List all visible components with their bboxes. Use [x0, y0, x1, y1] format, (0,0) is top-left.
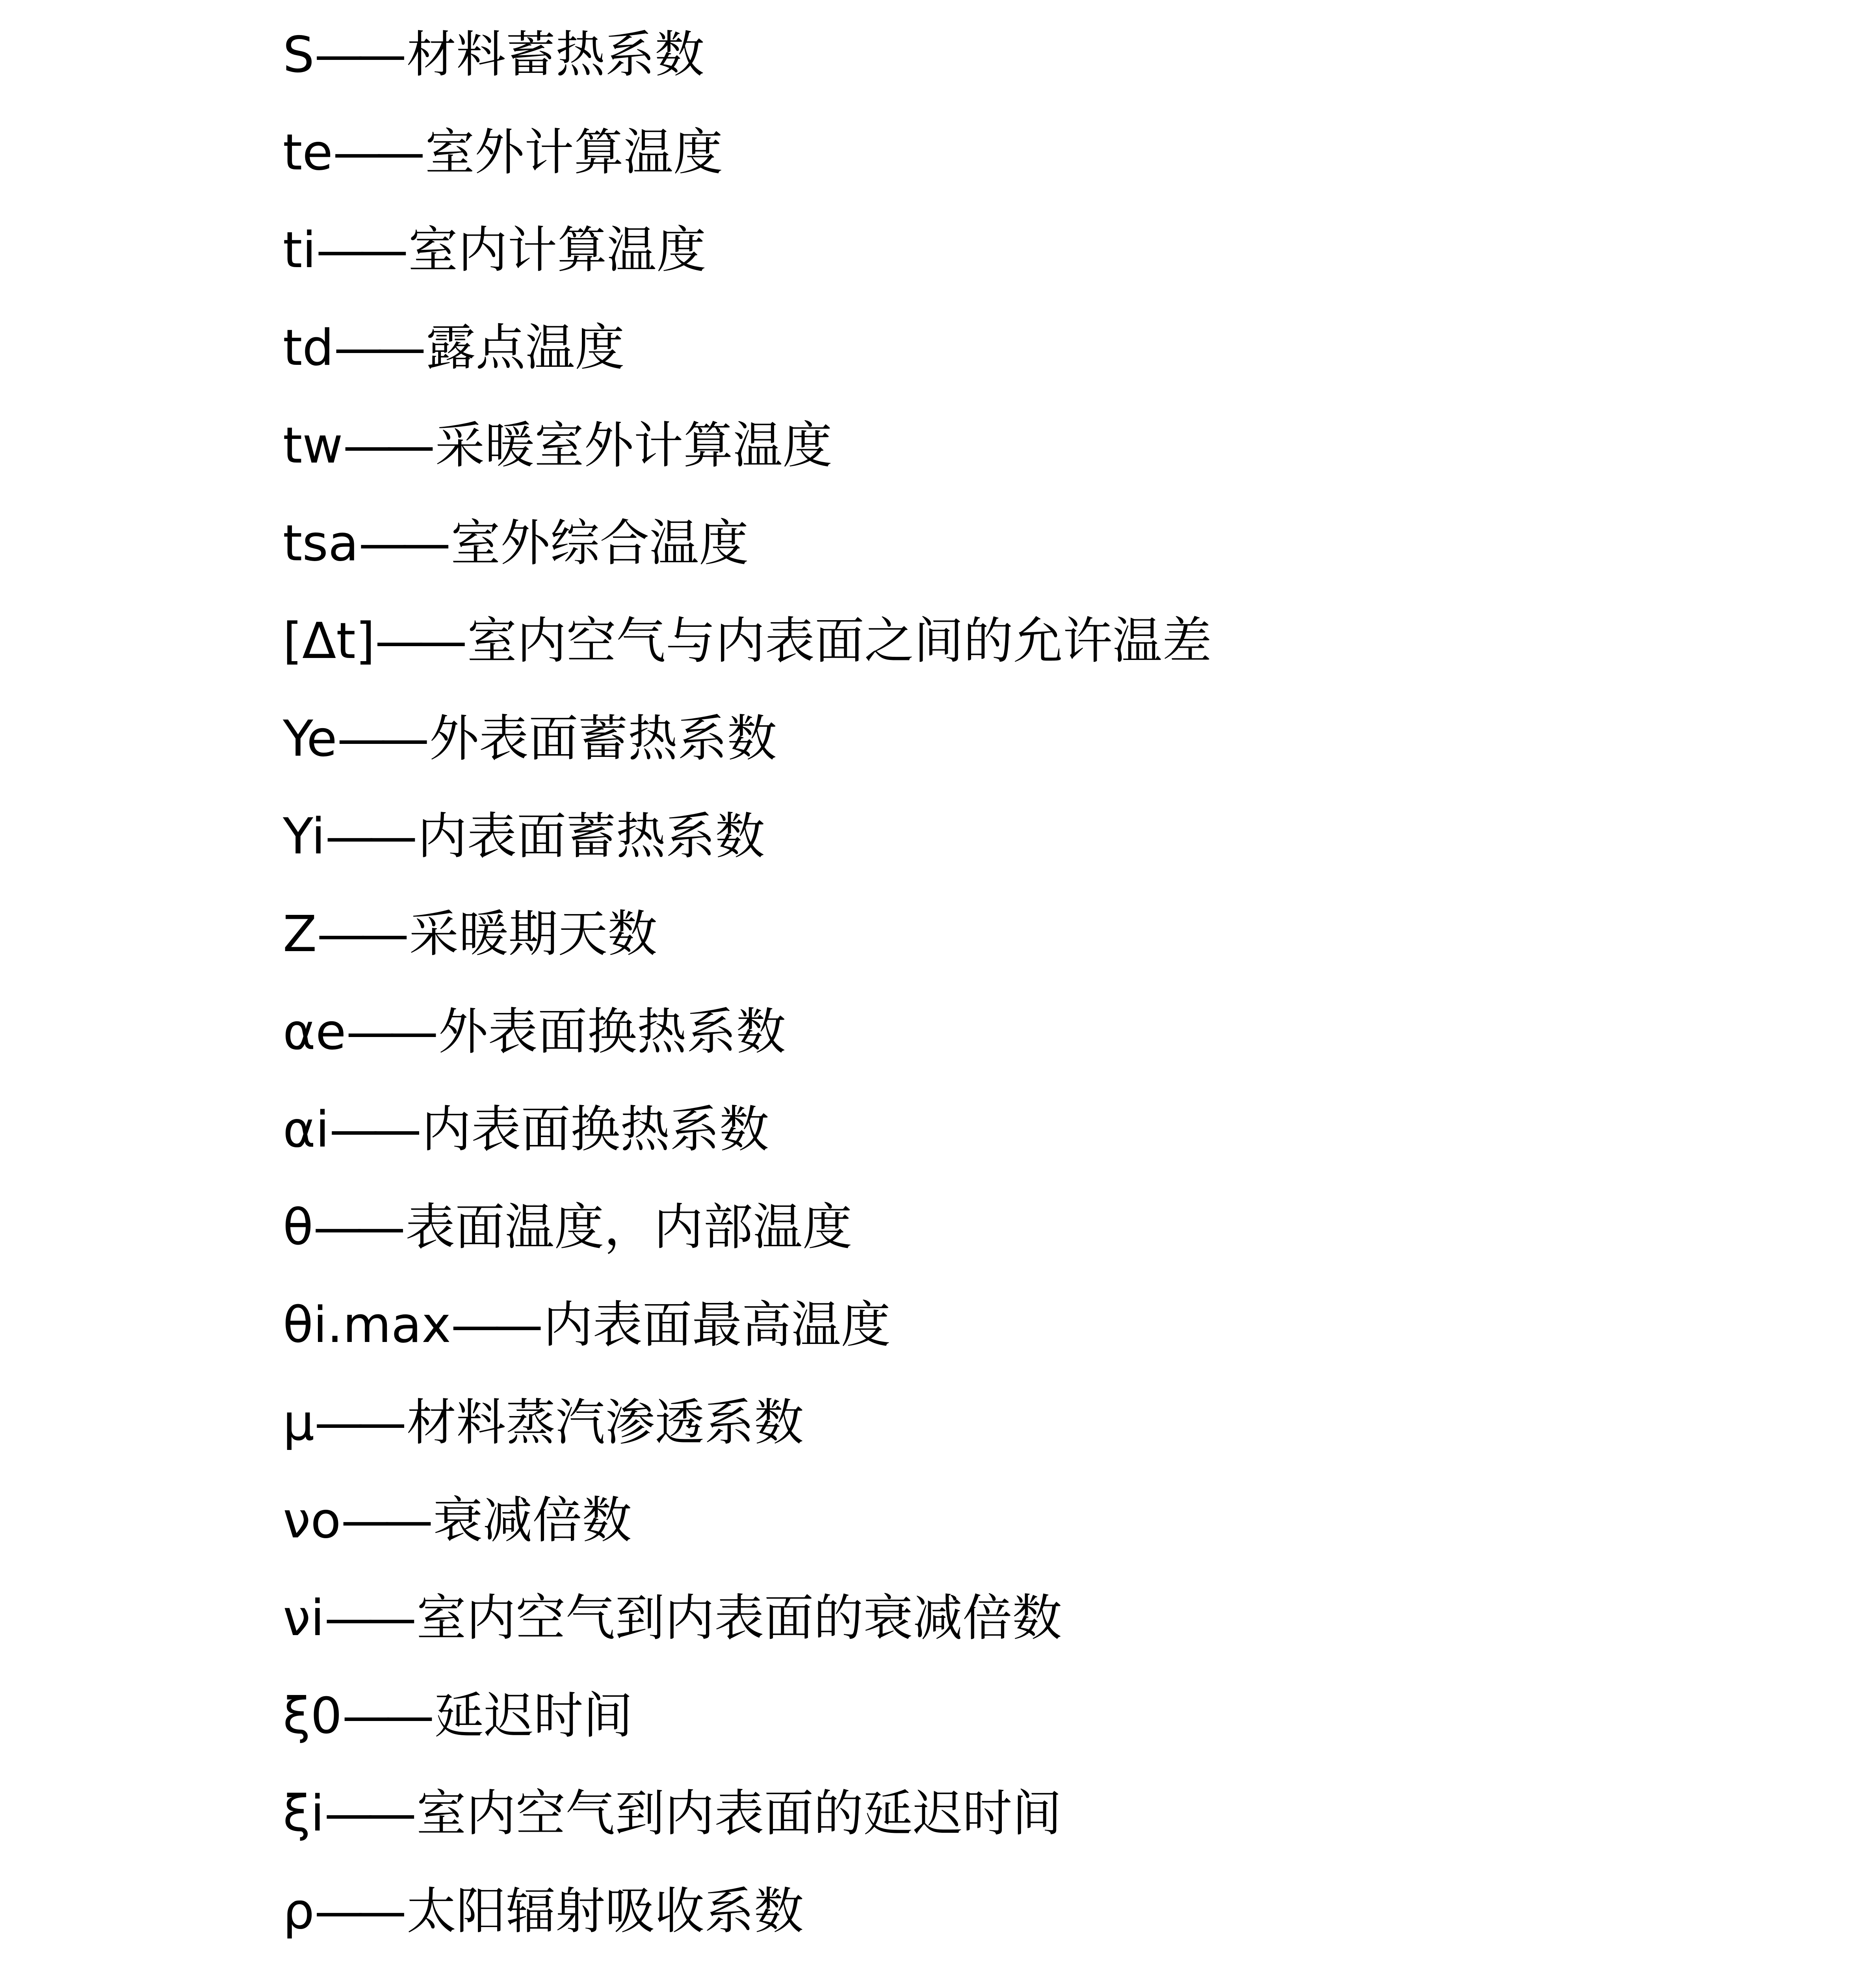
- symbol-description: 外表面蓄热系数: [429, 710, 777, 768]
- em-dash-separator: ——: [325, 807, 410, 865]
- em-dash-separator: ——: [341, 1491, 426, 1549]
- symbol-text: Ye: [283, 710, 337, 768]
- em-dash-separator: ——: [342, 1687, 427, 1745]
- em-dash-separator: ——: [332, 123, 418, 181]
- list-item: [283, 586, 1212, 684]
- em-dash-separator: ——: [343, 416, 428, 474]
- symbol-description: 内表面最高温度: [543, 1296, 891, 1354]
- em-dash-separator: ——: [329, 1100, 415, 1158]
- list-item: [283, 684, 1212, 782]
- list-item: [283, 489, 1212, 586]
- symbol-text: θi.max: [283, 1296, 451, 1354]
- em-dash-separator: ——: [324, 1784, 410, 1842]
- list-item: [283, 1661, 1212, 1759]
- list-item: [283, 1075, 1212, 1173]
- list-item: [283, 977, 1212, 1075]
- symbol-description: 外表面换热系数: [438, 1003, 786, 1061]
- symbol-description: 材料蒸汽渗透系数: [407, 1394, 804, 1451]
- symbol-description: 室内计算温度: [408, 221, 706, 279]
- symbol-description: 室内空气到内表面的延迟时间: [416, 1784, 1062, 1842]
- symbol-text: αi: [283, 1100, 330, 1158]
- em-dash-separator: ——: [346, 1003, 431, 1061]
- list-item: [283, 1954, 1212, 1970]
- em-dash-separator: ——: [314, 26, 399, 84]
- symbol-description: 室外综合温度: [451, 514, 749, 572]
- symbol-text: ξi: [283, 1784, 325, 1842]
- list-item: [283, 1466, 1212, 1563]
- em-dash-separator: ——: [451, 1296, 536, 1354]
- list-item: [283, 1759, 1212, 1857]
- symbol-text: [Δt]: [283, 612, 375, 670]
- symbol-description: 内表面蓄热系数: [417, 807, 765, 865]
- symbol-text: Z: [283, 905, 317, 963]
- list-item: [283, 98, 1212, 195]
- symbol-description: 室外计算温度: [425, 123, 723, 181]
- em-dash-separator: ——: [317, 905, 402, 963]
- symbol-description: 延迟时间: [434, 1687, 633, 1745]
- list-item: [283, 1368, 1212, 1466]
- list-item: [283, 1173, 1212, 1270]
- list-item: [283, 293, 1212, 391]
- symbol-definition-list: [283, 0, 1212, 1970]
- em-dash-separator: ——: [314, 1882, 399, 1940]
- symbol-description: 露点温度: [426, 319, 625, 377]
- symbol-text: td: [283, 319, 334, 377]
- list-item: [283, 0, 1212, 98]
- list-item: [283, 879, 1212, 977]
- em-dash-separator: ——: [324, 1589, 410, 1647]
- symbol-text: θ: [283, 1198, 314, 1256]
- symbol-description: 室内空气与内表面之间的允许温差: [467, 612, 1212, 670]
- em-dash-separator: ——: [334, 319, 419, 377]
- symbol-description: 室内空气到内表面的衰减倍数: [416, 1589, 1062, 1647]
- em-dash-separator: ——: [316, 221, 401, 279]
- symbol-text: Yi: [283, 807, 325, 865]
- symbol-text: tw: [283, 416, 343, 474]
- symbol-description: 太阳辐射吸收系数: [406, 1882, 804, 1940]
- symbol-text: μ: [283, 1394, 315, 1451]
- list-item: [283, 1857, 1212, 1954]
- symbol-text: νo: [283, 1491, 341, 1549]
- symbol-text: tsa: [283, 514, 359, 572]
- symbol-description: 表面温度，内部温度: [405, 1198, 853, 1256]
- symbol-description: 采暖期天数: [409, 905, 658, 963]
- symbol-description: 内表面换热系数: [422, 1100, 769, 1158]
- symbol-text: νi: [283, 1589, 325, 1647]
- list-item: [283, 391, 1212, 489]
- symbol-text: ti: [283, 221, 316, 279]
- list-item: [283, 1563, 1212, 1661]
- symbol-text: te: [283, 123, 333, 181]
- em-dash-separator: ——: [358, 514, 444, 572]
- symbol-description: 衰减倍数: [433, 1491, 632, 1549]
- em-dash-separator: ——: [375, 612, 460, 670]
- symbol-text: αe: [283, 1003, 346, 1061]
- em-dash-separator: ——: [314, 1394, 400, 1451]
- em-dash-separator: ——: [337, 710, 422, 768]
- symbol-description: 材料蓄热系数: [406, 26, 704, 84]
- symbol-description: 采暖室外计算温度: [435, 416, 832, 474]
- list-item: [283, 1270, 1212, 1368]
- list-item: [283, 195, 1212, 293]
- symbol-text: S: [283, 26, 314, 84]
- symbol-text: ρ: [283, 1882, 314, 1940]
- symbol-text: ξ0: [283, 1687, 342, 1745]
- em-dash-separator: ——: [313, 1198, 399, 1256]
- list-item: [283, 782, 1212, 879]
